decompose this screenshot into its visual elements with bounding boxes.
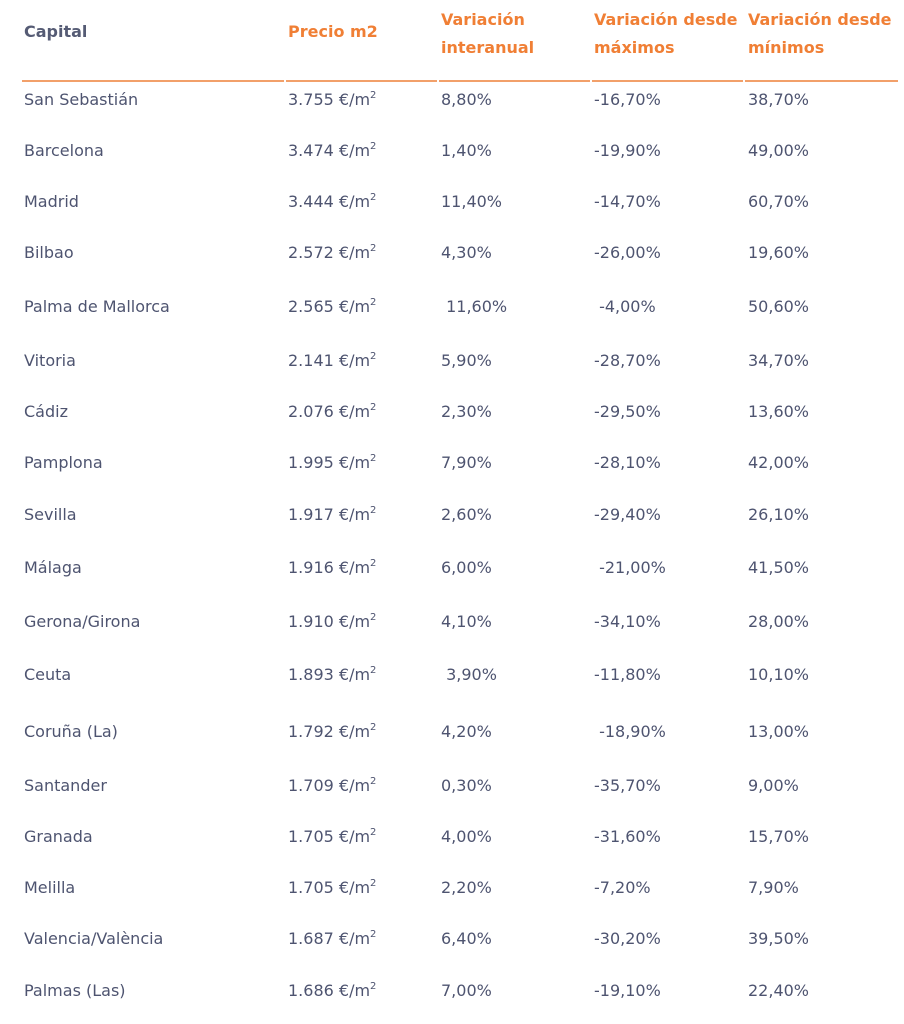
cell-from-min-text: 60,70% (748, 192, 810, 211)
cell-from-max-text: -14,70% (594, 192, 661, 211)
unit-superscript: 2 (370, 504, 377, 516)
cell-capital-text: San Sebastián (24, 90, 139, 109)
cell-capital (24, 448, 103, 478)
table-row (0, 500, 904, 530)
cell-from-max (594, 292, 656, 322)
cell-from-min-text: 50,60% (748, 297, 810, 316)
cell-price-text: 1.893 €/m (288, 665, 371, 684)
cell-yoy-text: 8,80% (441, 90, 492, 109)
cell-capital-text: Valencia/València (24, 929, 164, 948)
cell-price (288, 85, 376, 115)
table-row (0, 346, 904, 376)
header-price: Precio m2 (288, 22, 378, 41)
cell-from-min (748, 771, 799, 801)
cell-capital (24, 397, 68, 427)
cell-from-max (594, 500, 661, 530)
cell-from-min-text: 26,10% (748, 505, 810, 524)
cell-yoy (441, 873, 492, 903)
cell-price-text: 3.444 €/m (288, 192, 371, 211)
cell-capital (24, 238, 74, 268)
cell-capital (24, 976, 126, 1006)
cell-yoy (441, 717, 492, 747)
cell-price (288, 448, 376, 478)
cell-from-min-text: 19,60% (748, 243, 810, 262)
cell-from-max (594, 976, 661, 1006)
cell-yoy-text: 2,60% (441, 505, 492, 524)
header-capital: Capital (24, 22, 88, 41)
header-yoy: Variación interanual (441, 10, 535, 57)
cell-from-min-text: 13,00% (748, 722, 810, 741)
cell-from-max (594, 553, 666, 583)
cell-price-text: 2.141 €/m (288, 351, 371, 370)
cell-from-min-text: 7,90% (748, 878, 799, 897)
table-row (0, 771, 904, 801)
cell-from-max-text: -29,50% (594, 402, 661, 421)
table-row (0, 976, 904, 1006)
cell-capital (24, 553, 82, 583)
cell-yoy-text: 2,30% (441, 402, 492, 421)
cell-capital-text: Palma de Mallorca (24, 297, 170, 316)
cell-yoy-text: 1,40% (441, 141, 492, 160)
cell-yoy (441, 660, 497, 690)
table-header (0, 0, 904, 84)
table-row (0, 187, 904, 217)
cell-price-text: 1.917 €/m (288, 505, 371, 524)
cell-from-max-text: -34,10% (594, 612, 661, 631)
cell-capital (24, 771, 107, 801)
cell-yoy-text: 4,10% (441, 612, 492, 631)
cell-from-min-text: 28,00% (748, 612, 810, 631)
cell-yoy (441, 346, 492, 376)
cell-price (288, 397, 376, 427)
unit-superscript: 2 (370, 191, 377, 203)
cell-price (288, 607, 376, 637)
cell-price-text: 1.916 €/m (288, 558, 371, 577)
cell-price-text: 1.792 €/m (288, 722, 371, 741)
unit-superscript: 2 (370, 826, 377, 838)
cell-capital-text: Cádiz (24, 402, 68, 421)
cell-from-min (748, 976, 809, 1006)
cell-price-text: 1.705 €/m (288, 878, 371, 897)
cell-from-min (748, 85, 809, 115)
cell-from-max-text: -21,00% (594, 558, 666, 577)
cell-capital (24, 500, 77, 530)
cell-from-max-text: -35,70% (594, 776, 661, 795)
cell-capital (24, 822, 93, 852)
cell-from-max (594, 822, 661, 852)
cell-from-min (748, 448, 809, 478)
table-row (0, 448, 904, 478)
cell-from-max-text: -28,70% (594, 351, 661, 370)
cell-price-text: 1.686 €/m (288, 981, 371, 1000)
cell-capital-text: Palmas (Las) (24, 981, 126, 1000)
cell-capital-text: Málaga (24, 558, 82, 577)
cell-price (288, 771, 376, 801)
unit-superscript: 2 (370, 980, 377, 992)
cell-from-max-text: -26,00% (594, 243, 661, 262)
cell-from-min (748, 607, 809, 637)
table-row (0, 85, 904, 115)
cell-from-min (748, 717, 809, 747)
cell-from-min (748, 500, 809, 530)
cell-yoy (441, 136, 492, 166)
cell-from-min-text: 49,00% (748, 141, 810, 160)
cell-from-max (594, 238, 661, 268)
table-row (0, 924, 904, 954)
cell-yoy-text: 11,60% (441, 297, 508, 316)
table-row (0, 136, 904, 166)
cell-price (288, 136, 376, 166)
cell-capital (24, 187, 79, 217)
table-row (0, 717, 904, 747)
cell-capital (24, 607, 140, 637)
cell-capital-text: Barcelona (24, 141, 104, 160)
unit-superscript: 2 (370, 242, 377, 254)
cell-capital (24, 136, 104, 166)
cell-from-max (594, 397, 661, 427)
cell-from-max-text: -30,20% (594, 929, 661, 948)
cell-from-min (748, 238, 809, 268)
cell-from-min-text: 34,70% (748, 351, 810, 370)
cell-yoy (441, 924, 492, 954)
cell-from-min (748, 346, 809, 376)
cell-price (288, 660, 376, 690)
cell-price (288, 238, 376, 268)
cell-capital-text: Coruña (La) (24, 722, 118, 741)
cell-from-max-text: -19,10% (594, 981, 661, 1000)
header-rule (439, 80, 590, 82)
cell-from-min-text: 39,50% (748, 929, 810, 948)
table-row (0, 607, 904, 637)
cell-from-max (594, 85, 661, 115)
cell-yoy (441, 607, 492, 637)
cell-from-max-text: -19,90% (594, 141, 661, 160)
cell-capital (24, 85, 138, 115)
cell-capital (24, 346, 76, 376)
table-row (0, 873, 904, 903)
header-from-min: Variación desde mínimos (748, 10, 892, 57)
cell-capital-text: Santander (24, 776, 107, 795)
cell-from-max (594, 717, 666, 747)
cell-from-min (748, 397, 809, 427)
cell-yoy-text: 11,40% (441, 192, 503, 211)
cell-from-min (748, 553, 809, 583)
header-from-max: Variación desde máximos (594, 10, 738, 57)
header-rule (286, 80, 437, 82)
unit-superscript: 2 (370, 350, 377, 362)
cell-capital (24, 873, 75, 903)
header-rule (592, 80, 743, 82)
cell-price-text: 1.995 €/m (288, 453, 371, 472)
cell-from-max (594, 346, 661, 376)
cell-capital (24, 292, 170, 322)
cell-yoy (441, 238, 492, 268)
cell-yoy (441, 448, 492, 478)
cell-from-max-text: -4,00% (594, 297, 656, 316)
cell-price (288, 346, 376, 376)
cell-from-max-text: -28,10% (594, 453, 661, 472)
table-row (0, 397, 904, 427)
cell-yoy-text: 7,90% (441, 453, 492, 472)
cell-yoy-text: 4,30% (441, 243, 492, 262)
cell-from-min (748, 187, 809, 217)
cell-price-text: 1.687 €/m (288, 929, 371, 948)
cell-yoy (441, 822, 492, 852)
cell-price-text: 3.755 €/m (288, 90, 371, 109)
cell-price-text: 2.076 €/m (288, 402, 371, 421)
cell-capital (24, 660, 71, 690)
table-row (0, 822, 904, 852)
cell-price-text: 1.709 €/m (288, 776, 371, 795)
cell-from-min-text: 15,70% (748, 827, 810, 846)
cell-yoy (441, 976, 492, 1006)
cell-from-min (748, 822, 809, 852)
cell-price (288, 717, 376, 747)
cell-price-text: 1.705 €/m (288, 827, 371, 846)
cell-capital-text: Madrid (24, 192, 79, 211)
cell-from-max (594, 607, 661, 637)
cell-from-max-text: -31,60% (594, 827, 661, 846)
cell-price-text: 2.572 €/m (288, 243, 371, 262)
header-rule (22, 80, 284, 82)
cell-from-max (594, 187, 661, 217)
cell-from-max (594, 924, 661, 954)
cell-from-max-text: -16,70% (594, 90, 661, 109)
cell-yoy (441, 187, 502, 217)
cell-capital (24, 717, 118, 747)
cell-from-max (594, 873, 651, 903)
table-row (0, 553, 904, 583)
cell-from-min-text: 42,00% (748, 453, 810, 472)
cell-price-text: 2.565 €/m (288, 297, 371, 316)
cell-price (288, 292, 376, 322)
cell-from-max (594, 660, 661, 690)
cell-capital-text: Melilla (24, 878, 76, 897)
cell-from-max-text: -11,80% (594, 665, 661, 684)
cell-from-min-text: 10,10% (748, 665, 810, 684)
unit-superscript: 2 (370, 296, 377, 308)
table-row (0, 238, 904, 268)
cell-capital-text: Pamplona (24, 453, 103, 472)
cell-from-min (748, 136, 809, 166)
cell-price (288, 873, 376, 903)
cell-yoy-text: 4,00% (441, 827, 492, 846)
cell-from-max (594, 771, 661, 801)
unit-superscript: 2 (370, 557, 377, 569)
cell-price (288, 822, 376, 852)
cell-price-text: 1.910 €/m (288, 612, 371, 631)
cell-yoy-text: 5,90% (441, 351, 492, 370)
cell-from-max-text: -29,40% (594, 505, 661, 524)
unit-superscript: 2 (370, 775, 377, 787)
cell-from-max (594, 136, 661, 166)
cell-from-min (748, 873, 799, 903)
cell-from-min (748, 924, 809, 954)
cell-yoy-text: 0,30% (441, 776, 492, 795)
header-rule (745, 80, 898, 82)
unit-superscript: 2 (370, 611, 377, 623)
unit-superscript: 2 (370, 928, 377, 940)
cell-from-min (748, 292, 809, 322)
cell-yoy-text: 4,20% (441, 722, 492, 741)
cell-from-max (594, 448, 661, 478)
table-row (0, 660, 904, 690)
unit-superscript: 2 (370, 89, 377, 101)
cell-price (288, 187, 376, 217)
cell-yoy (441, 292, 507, 322)
cell-price (288, 976, 376, 1006)
cell-yoy (441, 397, 492, 427)
cell-price (288, 924, 376, 954)
cell-capital (24, 924, 163, 954)
cell-from-min-text: 38,70% (748, 90, 810, 109)
cell-capital-text: Ceuta (24, 665, 72, 684)
cell-yoy-text: 3,90% (441, 665, 497, 684)
cell-from-min-text: 13,60% (748, 402, 810, 421)
unit-superscript: 2 (370, 664, 377, 676)
unit-superscript: 2 (370, 721, 377, 733)
cell-yoy-text: 6,00% (441, 558, 492, 577)
cell-from-min (748, 660, 809, 690)
cell-capital-text: Granada (24, 827, 93, 846)
cell-price (288, 553, 376, 583)
cell-yoy (441, 500, 492, 530)
cell-capital-text: Sevilla (24, 505, 77, 524)
unit-superscript: 2 (370, 140, 377, 152)
cell-yoy (441, 553, 492, 583)
cell-price-text: 3.474 €/m (288, 141, 371, 160)
unit-superscript: 2 (370, 401, 377, 413)
cell-from-min-text: 22,40% (748, 981, 810, 1000)
cell-capital-text: Bilbao (24, 243, 74, 262)
table-row (0, 292, 904, 322)
cell-yoy-text: 6,40% (441, 929, 492, 948)
cell-capital-text: Gerona/Girona (24, 612, 141, 631)
cell-yoy (441, 771, 492, 801)
unit-superscript: 2 (370, 452, 377, 464)
cell-yoy (441, 85, 492, 115)
cell-from-min-text: 41,50% (748, 558, 810, 577)
cell-capital-text: Vitoria (24, 351, 76, 370)
cell-yoy-text: 7,00% (441, 981, 492, 1000)
cell-yoy-text: 2,20% (441, 878, 492, 897)
cell-from-max-text: -18,90% (594, 722, 666, 741)
cell-price (288, 500, 376, 530)
cell-from-max-text: -7,20% (594, 878, 651, 897)
unit-superscript: 2 (370, 877, 377, 889)
cell-from-min-text: 9,00% (748, 776, 799, 795)
